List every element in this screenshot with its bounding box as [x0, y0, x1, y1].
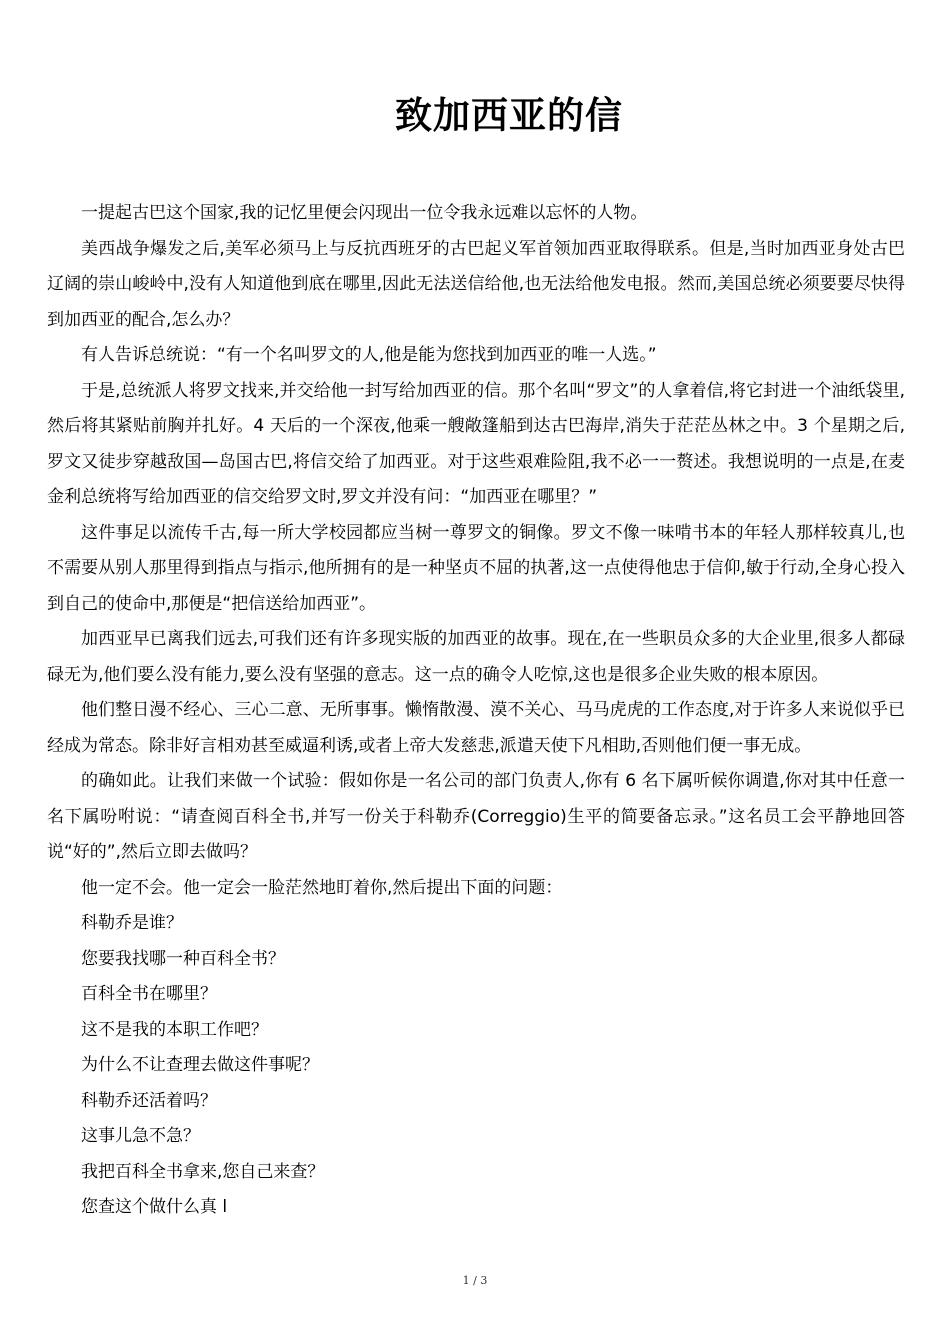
paragraph: 他一定不会。他一定会一脸茫然地盯着你,然后提出下面的问题： — [81, 877, 563, 898]
paragraph: 于是,总统派人将罗文找来,并交给他一封写给加西亚的信。那个名叫“罗文”的人拿着信,将它封进一个油纸袋里,然后将其紧贴前胸并扎好。4 天后的一个深夜,他乘一艘敞篷船到达古巴海岸,消失于茫茫丛林之中。3 个星期之后,罗文又徒步穿越敌国—岛国古巴,将信交给了加西亚。对于这些艰难险阻,我不必一一赘述。我想说明的一点是,在麦金利总统将写给加西亚的信交给罗文时,罗文并没有问：“加西亚在哪里？” — [47, 380, 905, 507]
paragraph: 的确如此。让我们来做一个试验：假如你是一名公司的部门负责人,你有 6 名下属听候你调遣,你对其中任意一名下属吩咐说：“请查阅百科全书,并写一份关于科勒乔(Correggio)生平的简要备忘录。”这名员工会平静地回答说“好的”,然后立即去做吗？ — [47, 771, 905, 862]
paragraph: 一提起古巴这个国家,我的记忆里便会闪现出一位令我永远难以忘怀的人物。 — [81, 203, 648, 223]
question-line: 百科全书在哪里？ — [81, 984, 217, 1004]
paragraph: 加西亚早已离我们远去,可我们还有许多现实版的加西亚的故事。现在,在一些职员众多的大企业里,很多人都碌碌无为,他们要么没有能力,要么没有坚强的意志。这一点的确令人吃惊,这也是很多企业失败的根本原因。 — [47, 629, 905, 685]
question-line: 为什么不让查理去做这件事呢？ — [81, 1055, 319, 1075]
paragraph: 他们整日漫不经心、三心二意、无所事事。懒惰散漫、漠不关心、马马虎虎的工作态度,对于许多人来说似乎已经成为常态。除非好言相劝甚至威逼利诱,或者上帝大发慈悲,派遣天使下凡相助,否则他们便一事无成。 — [47, 700, 905, 756]
question-line: 科勒乔还活着吗？ — [81, 1090, 217, 1111]
paragraph: 有人告诉总统说：“有一个名叫罗文的人,他是能为您找到加西亚的唯一人选。” — [81, 345, 657, 365]
document-body — [47, 196, 905, 1226]
question-line: 我把百科全书拿来,您自己来查？ — [81, 1161, 325, 1182]
question-line: 科勒乔是谁？ — [81, 913, 183, 933]
paragraph: 这件事足以流传千古,每一所大学校园都应当树一尊罗文的铜像。罗文不像一味啃书本的年轻人那样较真儿,也不需要从别人那里得到指点与指示,他所拥有的是一种坚贞不屈的执著,这一点使得他忠于信仰,敏于行动,全身心投入到自己的使命中,那便是“把信送给加西亚”。 — [47, 522, 905, 614]
question-line: 这不是我的本职工作吧？ — [81, 1019, 268, 1040]
page-number: 1 / 3 — [462, 1274, 488, 1287]
document-title: 致加西亚的信 — [395, 94, 623, 137]
paragraph: 美西战争爆发之后,美军必须马上与反抗西班牙的古巴起义军首领加西亚取得联系。但是,当时加西亚身处古巴辽阔的崇山峻岭中,没有人知道他到底在哪里,因此无法送信给他,也无法给他发电报。然而,美国总统必须要要尽快得到加西亚的配合,怎么办？ — [47, 238, 905, 330]
question-line: 这事儿急不急？ — [81, 1126, 200, 1146]
question-line: 您查这个做什么真 l — [81, 1197, 228, 1217]
question-line: 您要我找哪一种百科全书？ — [81, 948, 285, 969]
